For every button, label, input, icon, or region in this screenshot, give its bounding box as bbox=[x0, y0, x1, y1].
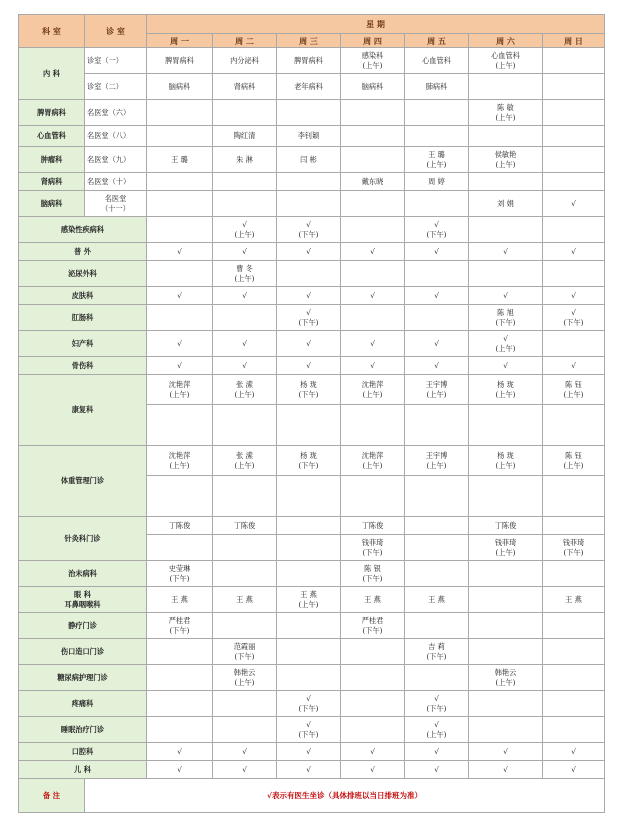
schedule-cell-sat: 陈 旭 (下午) bbox=[469, 305, 543, 331]
schedule-row bbox=[19, 561, 605, 587]
schedule-cell-mon bbox=[213, 535, 277, 561]
schedule-cell-fri bbox=[405, 191, 469, 217]
schedule-cell-sat: √ bbox=[469, 743, 543, 761]
schedule-cell-tue: 朱 淋 bbox=[213, 147, 277, 173]
schedule-row bbox=[19, 517, 605, 535]
schedule-cell-sat bbox=[469, 261, 543, 287]
schedule-cell-tue: √ bbox=[213, 743, 277, 761]
dept-name-cell: 糖尿病护理门诊 bbox=[19, 665, 147, 691]
schedule-cell-wed bbox=[277, 561, 341, 587]
schedule-cell-sun bbox=[543, 717, 605, 743]
schedule-cell-tue: 丁陈俊 bbox=[213, 517, 277, 535]
schedule-cell-sat: 韩艳云 (上午) bbox=[469, 665, 543, 691]
schedule-cell-thu: √ bbox=[341, 357, 405, 375]
schedule-cell-fri: √ bbox=[405, 287, 469, 305]
schedule-cell-mon bbox=[213, 476, 277, 517]
schedule-cell-sat: √ bbox=[469, 357, 543, 375]
schedule-cell-sun: 陈 钰 (上午) bbox=[543, 446, 605, 476]
schedule-cell-wed bbox=[277, 639, 341, 665]
schedule-cell-sun: √ bbox=[543, 761, 605, 779]
schedule-cell-thu bbox=[341, 126, 405, 147]
schedule-cell-wed bbox=[277, 665, 341, 691]
dept-name-cell: 普 外 bbox=[19, 243, 147, 261]
schedule-row bbox=[19, 48, 605, 74]
schedule-cell-sat: 陈 敏 (上午) bbox=[469, 100, 543, 126]
dept-name-cell: 心血管科 bbox=[19, 126, 85, 147]
schedule-cell-mon: 王 璐 bbox=[147, 147, 213, 173]
schedule-cell-sat: √ bbox=[469, 761, 543, 779]
schedule-cell-tue: √ (上午) bbox=[213, 217, 277, 243]
schedule-cell-thu: 丁陈俊 bbox=[341, 517, 405, 535]
schedule-cell-wed: 闫 彬 bbox=[277, 147, 341, 173]
room-name-cell bbox=[147, 535, 213, 561]
day-header-wed: 周 三 bbox=[277, 34, 341, 48]
schedule-cell-fri: √ (下午) bbox=[405, 691, 469, 717]
schedule-cell-fri: 王宇博 (上午) bbox=[405, 446, 469, 476]
schedule-cell-tue: √ bbox=[213, 331, 277, 357]
dept-name-cell: 伤口造口门诊 bbox=[19, 639, 147, 665]
schedule-cell-tue: √ bbox=[213, 287, 277, 305]
schedule-cell-fri bbox=[405, 126, 469, 147]
schedule-row bbox=[19, 717, 605, 743]
schedule-cell-sun bbox=[543, 331, 605, 357]
schedule-cell-fri bbox=[469, 476, 543, 517]
schedule-cell-fri bbox=[405, 100, 469, 126]
schedule-cell-sun bbox=[543, 665, 605, 691]
week-header: 星 期 bbox=[147, 15, 605, 34]
schedule-cell-tue bbox=[213, 613, 277, 639]
room-name-cell: 名医堂（六） bbox=[85, 100, 147, 126]
schedule-cell-thu bbox=[341, 639, 405, 665]
schedule-cell-fri: 钱菲琦 (上午) bbox=[469, 535, 543, 561]
schedule-cell-sun: √ bbox=[543, 243, 605, 261]
schedule-cell-sun: 陈 钰 (上午) bbox=[543, 375, 605, 405]
dept-name-cell: 肛肠科 bbox=[19, 305, 147, 331]
schedule-row bbox=[19, 331, 605, 357]
schedule-cell-fri bbox=[405, 261, 469, 287]
schedule-row bbox=[19, 261, 605, 287]
schedule-cell-mon: 脾胃病科 bbox=[147, 48, 213, 74]
schedule-row bbox=[19, 375, 605, 405]
day-header-sun: 周 日 bbox=[543, 34, 605, 48]
schedule-cell-mon: √ bbox=[147, 287, 213, 305]
schedule-cell-thu bbox=[405, 535, 469, 561]
schedule-cell-mon bbox=[147, 665, 213, 691]
schedule-row bbox=[19, 761, 605, 779]
schedule-cell-sat bbox=[469, 74, 543, 100]
schedule-cell-wed: 杨 珑 (下午) bbox=[277, 446, 341, 476]
schedule-cell-mon: √ bbox=[147, 243, 213, 261]
dept-name-cell: 脑病科 bbox=[19, 191, 85, 217]
schedule-cell-sat bbox=[469, 691, 543, 717]
schedule-cell-mon: 沈艳萍 (上午) bbox=[147, 446, 213, 476]
dept-name-cell: 肿瘤科 bbox=[19, 147, 85, 173]
dept-name-cell: 静疗门诊 bbox=[19, 613, 147, 639]
dept-name-cell: 口腔科 bbox=[19, 743, 147, 761]
schedule-cell-fri: 王 燕 bbox=[405, 587, 469, 613]
schedule-cell-sat bbox=[469, 126, 543, 147]
day-header-fri: 周 五 bbox=[405, 34, 469, 48]
schedule-cell-sun bbox=[543, 639, 605, 665]
schedule-cell-sat bbox=[469, 587, 543, 613]
day-header-sat: 周 六 bbox=[469, 34, 543, 48]
schedule-cell-wed: √ bbox=[277, 331, 341, 357]
room-name-cell: 诊室（一） bbox=[85, 48, 147, 74]
schedule-cell-sat bbox=[469, 639, 543, 665]
schedule-cell-fri: √ bbox=[405, 743, 469, 761]
day-header-thu: 周 四 bbox=[341, 34, 405, 48]
schedule-cell-tue: 张 潆 (上午) bbox=[213, 375, 277, 405]
schedule-cell-mon bbox=[147, 305, 213, 331]
schedule-cell-wed bbox=[277, 517, 341, 535]
schedule-cell-mon bbox=[147, 100, 213, 126]
schedule-cell-mon: 王 燕 bbox=[147, 587, 213, 613]
schedule-row bbox=[19, 639, 605, 665]
schedule-cell-wed: √ bbox=[277, 357, 341, 375]
schedule-cell-mon bbox=[147, 217, 213, 243]
schedule-cell-sat: 杨 珑 (上午) bbox=[469, 375, 543, 405]
dept-name-cell: 骨伤科 bbox=[19, 357, 147, 375]
schedule-cell-sat: 丁陈俊 bbox=[469, 517, 543, 535]
schedule-cell-thu bbox=[341, 261, 405, 287]
schedule-cell-wed: 王 燕 (上午) bbox=[277, 587, 341, 613]
schedule-cell-wed bbox=[341, 405, 405, 446]
schedule-cell-fri bbox=[405, 613, 469, 639]
schedule-cell-wed bbox=[277, 191, 341, 217]
schedule-cell-sat bbox=[543, 405, 605, 446]
schedule-cell-fri bbox=[405, 305, 469, 331]
schedule-cell-tue: 范霞丽 (下午) bbox=[213, 639, 277, 665]
schedule-cell-tue bbox=[277, 476, 341, 517]
schedule-row bbox=[19, 100, 605, 126]
dept-name-cell: 肾病科 bbox=[19, 173, 85, 191]
schedule-row bbox=[19, 613, 605, 639]
room-name-cell bbox=[147, 405, 213, 446]
schedule-cell-thu bbox=[341, 217, 405, 243]
schedule-cell-wed: √ (下午) bbox=[277, 305, 341, 331]
schedule-cell-thu: √ bbox=[341, 243, 405, 261]
schedule-cell-sat bbox=[469, 613, 543, 639]
schedule-cell-thu bbox=[405, 405, 469, 446]
schedule-cell-thu: √ bbox=[341, 287, 405, 305]
schedule-cell-mon: √ bbox=[147, 761, 213, 779]
schedule-cell-fri: √ (上午) bbox=[405, 717, 469, 743]
schedule-cell-sun bbox=[543, 691, 605, 717]
schedule-row bbox=[19, 287, 605, 305]
schedule-cell-sun: √ (下午) bbox=[543, 305, 605, 331]
dept-name-cell: 疼痛科 bbox=[19, 691, 147, 717]
schedule-cell-tue bbox=[213, 691, 277, 717]
schedule-cell-wed: 李钊颖 bbox=[277, 126, 341, 147]
schedule-cell-sun bbox=[543, 517, 605, 535]
schedule-cell-sun bbox=[543, 100, 605, 126]
room-name-cell: 名医堂（八） bbox=[85, 126, 147, 147]
schedule-cell-tue bbox=[213, 100, 277, 126]
schedule-cell-tue bbox=[277, 535, 341, 561]
schedule-row bbox=[19, 126, 605, 147]
schedule-cell-mon bbox=[147, 191, 213, 217]
schedule-cell-sun bbox=[543, 173, 605, 191]
dept-name-cell: 针灸科门诊 bbox=[19, 517, 147, 561]
schedule-cell-thu: √ bbox=[341, 743, 405, 761]
schedule-cell-tue: 曹 冬 (上午) bbox=[213, 261, 277, 287]
dept-name-cell: 治未病科 bbox=[19, 561, 147, 587]
schedule-cell-mon: 沈艳萍 (上午) bbox=[147, 375, 213, 405]
schedule-cell-thu bbox=[341, 305, 405, 331]
schedule-cell-thu bbox=[341, 691, 405, 717]
clinic-schedule-table bbox=[18, 14, 605, 813]
note-row bbox=[19, 779, 605, 813]
room-name-cell: 名医堂（十） bbox=[85, 173, 147, 191]
schedule-cell-thu: 严桂君 (下午) bbox=[341, 613, 405, 639]
schedule-cell-tue: 肾病科 bbox=[213, 74, 277, 100]
schedule-cell-tue bbox=[213, 173, 277, 191]
schedule-cell-sun bbox=[543, 126, 605, 147]
dept-name-cell: 康复科 bbox=[19, 375, 147, 446]
schedule-cell-sun bbox=[543, 147, 605, 173]
dept-column-header: 科 室 bbox=[19, 15, 85, 48]
schedule-cell-fri: 吉 莉 (下午) bbox=[405, 639, 469, 665]
schedule-cell-mon: 严桂君 (下午) bbox=[147, 613, 213, 639]
schedule-cell-fri: √ bbox=[405, 357, 469, 375]
schedule-cell-sun bbox=[543, 48, 605, 74]
schedule-cell-tue bbox=[213, 191, 277, 217]
schedule-cell-thu: 感染科 (上午) bbox=[341, 48, 405, 74]
schedule-cell-sat bbox=[469, 561, 543, 587]
schedule-cell-sat bbox=[469, 217, 543, 243]
schedule-cell-wed: 钱菲琦 (下午) bbox=[341, 535, 405, 561]
schedule-cell-mon bbox=[147, 717, 213, 743]
schedule-cell-sun bbox=[543, 74, 605, 100]
schedule-cell-wed: √ bbox=[277, 761, 341, 779]
dept-name-cell: 眼 科 耳鼻咽喉科 bbox=[19, 587, 147, 613]
schedule-cell-wed: √ (下午) bbox=[277, 691, 341, 717]
schedule-cell-mon bbox=[147, 639, 213, 665]
schedule-cell-mon bbox=[147, 173, 213, 191]
schedule-row bbox=[19, 147, 605, 173]
schedule-row bbox=[19, 173, 605, 191]
schedule-cell-fri: √ bbox=[405, 243, 469, 261]
schedule-cell-fri bbox=[405, 517, 469, 535]
dept-name-cell: 内 科 bbox=[19, 48, 85, 100]
schedule-row bbox=[19, 305, 605, 331]
schedule-cell-sun: √ bbox=[543, 357, 605, 375]
schedule-body bbox=[19, 15, 605, 813]
schedule-cell-tue: √ bbox=[213, 357, 277, 375]
header-row-1 bbox=[19, 15, 605, 34]
schedule-cell-tue: 内分泌科 bbox=[213, 48, 277, 74]
schedule-cell-thu: 沈艳萍 (上午) bbox=[341, 446, 405, 476]
room-name-cell: 诊室（二） bbox=[85, 74, 147, 100]
schedule-cell-mon bbox=[213, 405, 277, 446]
schedule-container bbox=[18, 14, 605, 813]
schedule-cell-mon: √ bbox=[147, 357, 213, 375]
schedule-cell-fri bbox=[405, 561, 469, 587]
schedule-row bbox=[19, 191, 605, 217]
schedule-cell-fri: 王 璐 (上午) bbox=[405, 147, 469, 173]
note-label: 备 注 bbox=[19, 779, 85, 813]
schedule-cell-thu: 戴东晓 bbox=[341, 173, 405, 191]
schedule-cell-sat: √ bbox=[469, 287, 543, 305]
schedule-row bbox=[19, 691, 605, 717]
schedule-cell-thu bbox=[341, 100, 405, 126]
schedule-cell-fri: √ (下午) bbox=[405, 217, 469, 243]
room-column-header: 诊 室 bbox=[85, 15, 147, 48]
schedule-cell-sat bbox=[543, 476, 605, 517]
schedule-cell-tue: √ bbox=[213, 761, 277, 779]
schedule-cell-sat: 钱菲琦 (下午) bbox=[543, 535, 605, 561]
schedule-cell-fri: √ bbox=[405, 761, 469, 779]
schedule-cell-sat: 刘 娟 bbox=[469, 191, 543, 217]
schedule-cell-thu: 陈 银 (下午) bbox=[341, 561, 405, 587]
schedule-cell-sun: √ bbox=[543, 287, 605, 305]
dept-name-cell: 妇产科 bbox=[19, 331, 147, 357]
schedule-cell-sun bbox=[543, 261, 605, 287]
dept-name-cell: 儿 科 bbox=[19, 761, 147, 779]
schedule-cell-wed: √ (下午) bbox=[277, 717, 341, 743]
dept-name-cell: 感染性疾病科 bbox=[19, 217, 147, 243]
schedule-cell-thu bbox=[341, 717, 405, 743]
schedule-cell-sun: √ bbox=[543, 743, 605, 761]
schedule-cell-fri bbox=[405, 665, 469, 691]
schedule-cell-wed: 杨 珑 (下午) bbox=[277, 375, 341, 405]
dept-name-cell: 泌尿外科 bbox=[19, 261, 147, 287]
schedule-cell-thu: 沈艳萍 (上午) bbox=[341, 375, 405, 405]
day-header-mon: 周 一 bbox=[147, 34, 213, 48]
schedule-cell-wed: 脾胃病科 bbox=[277, 48, 341, 74]
schedule-cell-tue: 陶红清 bbox=[213, 126, 277, 147]
schedule-cell-tue: 王 燕 bbox=[213, 587, 277, 613]
dept-name-cell: 体重管理门诊 bbox=[19, 446, 147, 517]
schedule-cell-tue bbox=[213, 717, 277, 743]
schedule-cell-tue: 韩艳云 (上午) bbox=[213, 665, 277, 691]
schedule-row bbox=[19, 74, 605, 100]
dept-name-cell: 皮肤科 bbox=[19, 287, 147, 305]
note-text: √表示有医生坐诊（具体排班以当日排班为准） bbox=[85, 779, 605, 813]
schedule-cell-thu: √ bbox=[341, 761, 405, 779]
schedule-cell-wed bbox=[277, 173, 341, 191]
schedule-cell-sun: 王 燕 bbox=[543, 587, 605, 613]
schedule-cell-thu bbox=[341, 191, 405, 217]
dept-name-cell: 脾胃病科 bbox=[19, 100, 85, 126]
schedule-cell-thu: √ bbox=[341, 331, 405, 357]
schedule-row bbox=[19, 743, 605, 761]
schedule-cell-sat: √ (上午) bbox=[469, 331, 543, 357]
schedule-cell-thu bbox=[341, 665, 405, 691]
schedule-cell-fri: 肺病科 bbox=[405, 74, 469, 100]
schedule-row bbox=[19, 217, 605, 243]
schedule-cell-sat bbox=[469, 717, 543, 743]
schedule-cell-sat: 侯敏艳 (上午) bbox=[469, 147, 543, 173]
schedule-cell-mon bbox=[147, 261, 213, 287]
schedule-cell-thu bbox=[405, 476, 469, 517]
schedule-cell-wed bbox=[277, 100, 341, 126]
room-name-cell: 名医堂 （十一） bbox=[85, 191, 147, 217]
schedule-cell-wed: √ bbox=[277, 243, 341, 261]
schedule-cell-wed bbox=[277, 261, 341, 287]
schedule-cell-fri bbox=[469, 405, 543, 446]
schedule-cell-wed: √ bbox=[277, 287, 341, 305]
schedule-cell-thu bbox=[341, 147, 405, 173]
schedule-cell-tue: √ bbox=[213, 243, 277, 261]
schedule-cell-mon: √ bbox=[147, 331, 213, 357]
schedule-cell-mon bbox=[147, 691, 213, 717]
schedule-cell-fri: √ bbox=[405, 331, 469, 357]
schedule-cell-tue: 张 潆 (上午) bbox=[213, 446, 277, 476]
schedule-cell-wed: √ (下午) bbox=[277, 217, 341, 243]
room-name-cell: 名医堂（九） bbox=[85, 147, 147, 173]
schedule-cell-wed: √ bbox=[277, 743, 341, 761]
schedule-cell-mon: 史莹琳 (下午) bbox=[147, 561, 213, 587]
schedule-cell-thu: 脑病科 bbox=[341, 74, 405, 100]
schedule-cell-wed bbox=[277, 613, 341, 639]
schedule-cell-fri: 周 婷 bbox=[405, 173, 469, 191]
schedule-row bbox=[19, 243, 605, 261]
schedule-cell-sat bbox=[469, 173, 543, 191]
schedule-cell-sun bbox=[543, 217, 605, 243]
schedule-cell-sat: 心血管科 (上午) bbox=[469, 48, 543, 74]
schedule-row bbox=[19, 587, 605, 613]
schedule-cell-thu: 王 燕 bbox=[341, 587, 405, 613]
day-header-tue: 周 二 bbox=[213, 34, 277, 48]
schedule-cell-sat: 杨 珑 (上午) bbox=[469, 446, 543, 476]
schedule-cell-tue bbox=[213, 305, 277, 331]
schedule-cell-sat: √ bbox=[469, 243, 543, 261]
schedule-row bbox=[19, 665, 605, 691]
schedule-cell-mon: √ bbox=[147, 743, 213, 761]
schedule-cell-fri: 心血管科 bbox=[405, 48, 469, 74]
schedule-row bbox=[19, 357, 605, 375]
schedule-cell-fri: 王宇博 (上午) bbox=[405, 375, 469, 405]
schedule-cell-wed: 老年病科 bbox=[277, 74, 341, 100]
schedule-cell-sun bbox=[543, 613, 605, 639]
schedule-cell-tue bbox=[213, 561, 277, 587]
schedule-cell-sun: √ bbox=[543, 191, 605, 217]
schedule-cell-sun bbox=[543, 561, 605, 587]
room-name-cell bbox=[147, 476, 213, 517]
schedule-cell-wed bbox=[341, 476, 405, 517]
dept-name-cell: 睡眠治疗门诊 bbox=[19, 717, 147, 743]
schedule-cell-mon: 丁陈俊 bbox=[147, 517, 213, 535]
schedule-cell-mon bbox=[147, 126, 213, 147]
schedule-row bbox=[19, 446, 605, 476]
schedule-cell-mon: 脑病科 bbox=[147, 74, 213, 100]
schedule-cell-tue bbox=[277, 405, 341, 446]
